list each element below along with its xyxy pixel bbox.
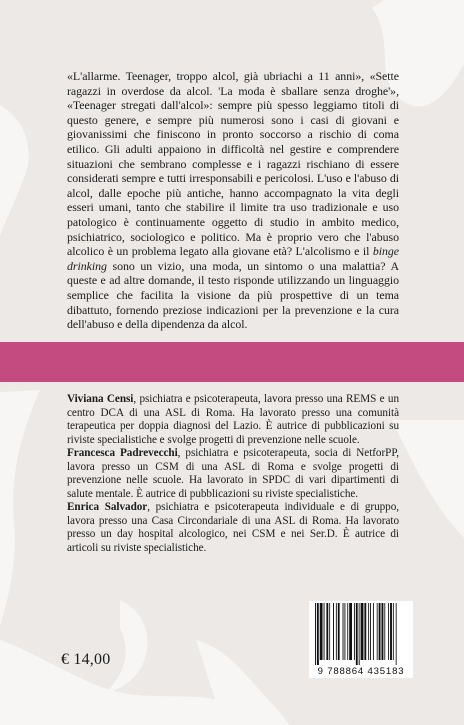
- barcode-bar: [368, 603, 369, 660]
- isbn-number: 9 788864 435183: [317, 666, 405, 677]
- barcode-bar: [361, 603, 364, 660]
- barcode-bar: [369, 603, 370, 660]
- barcode-bar: [343, 603, 344, 660]
- barcode-bar: [394, 603, 396, 665]
- barcode-bar: [364, 603, 366, 660]
- barcode-bar: [370, 603, 371, 660]
- barcode-bars: [313, 603, 409, 665]
- barcode-bar: [344, 603, 345, 660]
- barcode-bar: [334, 603, 336, 660]
- barcode-bar: [345, 603, 347, 660]
- barcode-bar: [384, 603, 385, 660]
- barcode-bar: [379, 603, 381, 660]
- barcode-bar: [336, 603, 337, 660]
- author-bios: [67, 393, 399, 555]
- barcode-bar: [392, 603, 393, 660]
- barcode-bar: [385, 603, 388, 660]
- barcode-bar: [344, 603, 345, 660]
- barcode-bar: [355, 603, 356, 660]
- barcode-bar: [330, 603, 333, 660]
- barcode-bar: [319, 603, 320, 660]
- barcode-bar: [374, 603, 377, 660]
- barcode-bar: [328, 603, 329, 660]
- barcode-bar: [348, 603, 349, 660]
- barcode-bar: [338, 603, 340, 660]
- barcode-bar: [382, 603, 384, 660]
- barcode-bar: [377, 603, 378, 660]
- barcode-bar: [349, 603, 352, 660]
- author-bio: [67, 393, 399, 447]
- barcode-bar: [347, 603, 348, 660]
- back-cover-blurb: [67, 69, 399, 332]
- blurb-italic-term: binge drinking: [67, 244, 399, 273]
- barcode-bar: [315, 603, 316, 665]
- barcode-bar: [316, 603, 317, 665]
- barcode-bar: [389, 603, 390, 660]
- author-bio-text: , psichiatra e psicoterapeuta individuale e di gruppo, lavora presso una Casa Circondariale di una ASL di Roma. Ha lavorato presso un day hospital alcologico, nei CSM e nei Ser.D. È autrice di articoli su riviste specialistiche.: [67, 501, 399, 554]
- author-name: Enrica Salvador: [67, 501, 148, 513]
- barcode-bar: [340, 603, 343, 660]
- magenta-band: [0, 342, 464, 382]
- barcode-bar: [320, 603, 323, 660]
- author-bio: [67, 501, 399, 555]
- barcode-bar: [352, 603, 354, 660]
- barcode-bar: [360, 603, 361, 660]
- barcode-bar: [381, 603, 382, 660]
- author-bio-text: , psichiatra e psicoterapeuta, lavora presso una REMS e un centro DCA di una ASL di Roma. Ha lavorato presso una comunità terapeutica per doppia diagnosi del Lazio. È autrice di pubblicazioni su riviste specialistiche e svolge progetti di prevenzione nelle scuole.: [67, 393, 399, 446]
- barcode-bar: [390, 603, 392, 660]
- barcode-bar: [363, 603, 364, 660]
- barcode-bar: [383, 603, 384, 660]
- barcode-bar: [378, 603, 379, 660]
- barcode-bar: [396, 603, 397, 665]
- author-bio-text: , psichiatra e psicoterapeuta, socia di NetforPP, lavora presso un CSM di una ASL di Roma e svolge progetti di prevenzione nelle scuole. Ha lavorato in SPDC di vari dipartimenti di salute mentale. È autrice di pubblicazioni su riviste specialistiche.: [67, 447, 400, 500]
- blurb-text-part-2: sono un vizio, una moda, un sintomo o una malattia? A queste e ad altre domande, il testo risponde utilizzando un linguaggio semplice che facilita la visione da più prospettive di un tema dibattuto, fornendo preziose indicazioni per la prevenzione e la cura dell'abuso e della dipendenza da alcol.: [67, 258, 399, 332]
- author-name: Francesca Padrevecchi: [67, 447, 178, 459]
- barcode-bar: [393, 603, 394, 660]
- blurb-text-part-1: «L'allarme. Teenager, troppo alcol, già ubriachi a 11 anni», «Sette ragazzi in overdose da alcol. 'La moda è sballare senza droghe'», «Teenager stregati dall'alcol»: sempre più spesso leggiamo titoli di questo genere, e sempre più numerosi sono i casi di giovani e giovanissimi che finiscono in pronto soccorso a rischio di coma etilico. Gli adulti appaiono in difficoltà nel gestire e comprendere situazioni che sembrano complesse e i ragazzi rischiano di essere considerati sempre e tutti irresponsabili e pericolosi. L'uso e l'abuso di alcol, dalle epoche più antiche, hanno accompagnato la vita degli esseri umani, tanto che stabilire il limite tra uso tradizionale e uso patologico è continuamente oggetto di studio in ambito medico, psichiatrico, sociologico e politico. Ma è proprio vero che l'abuso alcolico è un problema legato alla giovane età? L'alcolismo e il: [67, 69, 399, 259]
- barcode-bar: [373, 603, 374, 660]
- barcode-bar: [326, 603, 328, 660]
- barcode-bar: [358, 603, 359, 665]
- author-bio: [67, 447, 399, 501]
- barcode-bar: [333, 603, 334, 660]
- barcode-bar: [388, 603, 389, 660]
- author-name: Viviana Censi: [67, 393, 134, 405]
- barcode-bar: [324, 603, 325, 660]
- barcode-bar: [337, 603, 338, 660]
- barcode-bar: [325, 603, 327, 660]
- barcode-bar: [359, 603, 360, 665]
- barcode-bar: [397, 603, 398, 665]
- barcode-bar: [356, 603, 358, 665]
- barcode-bar: [329, 603, 330, 660]
- barcode-bar: [323, 603, 324, 660]
- barcode-bar: [366, 603, 368, 660]
- price-label: € 14,00: [61, 651, 111, 668]
- isbn-barcode: [309, 601, 413, 678]
- barcode-bar: [354, 603, 355, 660]
- barcode-bar: [317, 603, 319, 665]
- barcode-bar: [371, 603, 373, 660]
